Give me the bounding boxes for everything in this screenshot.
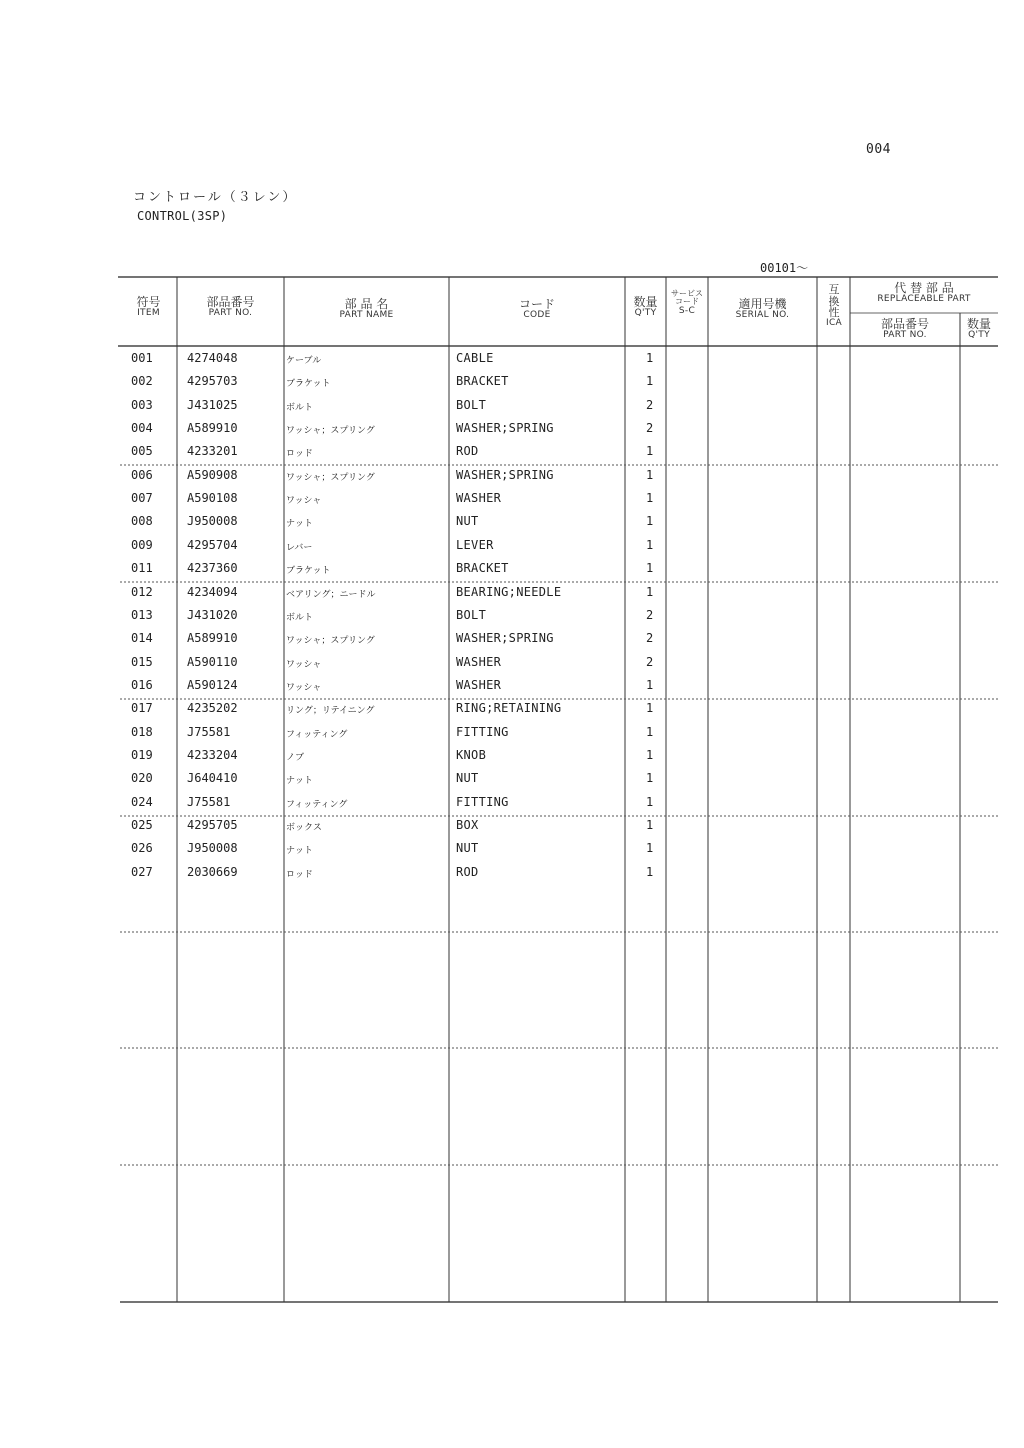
table-row [120,675,1000,698]
header-part-no-en: PART NO. [208,307,253,318]
header-rep-part-no-jp: 部品番号 [880,317,929,331]
quantity: 1 [646,537,654,552]
header-serial-no-jp: 適用号機 [738,297,787,311]
part-name: レバー [286,542,313,553]
quantity: 1 [646,491,654,506]
quantity: 1 [646,677,654,692]
header-item-jp: 符号 [136,295,161,309]
part-code: WASHER [456,677,502,692]
part-name: ワッシャ；スプリング [286,426,375,437]
item-number: 004 [131,421,153,436]
table-row [120,792,1000,815]
part-code: NUT [456,841,479,856]
part-code: NUT [456,514,479,529]
quantity: 1 [646,444,654,459]
item-number: 011 [131,561,153,576]
part-name: フィッティング [286,729,348,740]
item-number: 006 [131,467,153,482]
part-code: CABLE [456,351,494,365]
quantity: 1 [646,724,654,739]
part-number: 4295704 [187,537,238,552]
table-row [120,838,1000,861]
table-row [120,815,1000,838]
header-rep-part-no-en: PART NO. [883,329,927,340]
serial-start-label: 00101～ [760,261,809,275]
table-row [120,722,1000,745]
part-code: ROD [456,444,479,459]
quantity: 2 [646,397,654,412]
part-number: 4235202 [187,701,238,716]
header-part-no-jp: 部品番号 [206,295,255,309]
part-name: ブラケット [286,566,331,577]
part-name: ケーブル [286,356,322,366]
part-name: リング；リテイニング [286,706,375,717]
item-number: 019 [131,747,153,762]
header-qty-jp: 数量 [633,295,658,309]
part-number: 4237360 [187,561,238,576]
part-number: 2030669 [187,864,238,879]
part-code: FITTING [456,794,509,809]
part-name: ナット [286,776,313,787]
quantity: 1 [646,561,654,576]
part-code: BEARING;NEEDLE [456,584,562,599]
table-row [120,348,1000,371]
item-number: 003 [131,397,153,412]
item-number: 025 [131,818,153,832]
part-name: ワッシャ；スプリング [286,636,375,647]
item-number: 015 [131,654,153,669]
table-row [120,465,1000,488]
part-name: ナット [286,846,313,857]
part-name: ワッシャ [286,682,322,693]
page-title-english: CONTROL(3SP) [137,209,228,223]
part-code: BRACKET [456,561,509,576]
part-code: WASHER [456,491,502,506]
quantity: 1 [646,794,654,809]
part-number: 4234094 [187,584,238,599]
table-row [120,628,1000,651]
part-number: 4233201 [187,444,238,459]
header-replaceable-jp: 代 替 部 品 [894,281,954,295]
part-number: A590110 [187,654,238,669]
part-number: A590124 [187,677,238,692]
part-name: ナット [286,519,313,530]
part-name: フィッティング [286,799,348,810]
quantity: 1 [646,584,654,599]
header-replaceable-part [850,282,998,304]
part-name: ボルト [286,612,314,623]
part-number: A589910 [187,631,238,646]
part-name: ワッシャ [286,659,322,670]
header-ica-en: ICA [826,317,842,328]
table-row [120,558,1000,581]
table-row [120,768,1000,791]
table-row [120,371,1000,394]
header-item [120,296,177,318]
table-row [120,582,1000,605]
quantity: 1 [646,374,654,389]
item-number: 026 [131,841,153,856]
part-code: BOLT [456,607,487,622]
part-name: ワッシャ [286,496,322,507]
part-number: J640410 [187,771,238,786]
quantity: 1 [646,771,654,786]
part-number: 4295705 [187,818,238,832]
header-ica-jp: 互換性 [828,283,840,320]
quantity: 1 [646,701,654,716]
part-number: J431020 [187,607,238,622]
table-row [120,652,1000,675]
header-service-code [668,290,706,316]
part-code: ROD [456,864,479,879]
part-number: A590108 [187,491,238,506]
part-code: WASHER [456,654,502,669]
header-part-name-jp: 部 品 名 [344,297,389,311]
quantity: 2 [646,607,654,622]
part-code: WASHER;SPRING [456,631,554,646]
header-serial-no-en: SERIAL NO. [735,309,790,320]
part-code: BOX [456,818,479,832]
item-number: 007 [131,491,153,506]
part-name: ボックス [286,823,322,833]
header-code [449,298,625,320]
header-service-code-en: S-C [678,305,696,316]
header-rep-qty-en: Q'TY [968,329,990,340]
table-row [120,395,1000,418]
part-number: J431025 [187,397,238,412]
part-number: A590908 [187,467,238,482]
header-ica [819,284,849,328]
header-replaceable-en: REPLACEABLE PART [877,293,971,304]
part-number: A589910 [187,421,238,436]
part-code: FITTING [456,724,509,739]
part-code: LEVER [456,537,494,552]
quantity: 1 [646,351,654,365]
item-number: 009 [131,537,153,552]
page-number: 004 [866,142,891,157]
table-row [120,862,1000,885]
part-code: NUT [456,771,479,786]
part-number: 4233204 [187,747,238,762]
item-number: 012 [131,584,153,599]
part-name: ワッシャ；スプリング [286,472,375,483]
header-qty [625,296,666,318]
part-code: RING;RETAINING [456,701,562,716]
quantity: 1 [646,818,654,832]
table-row [120,535,1000,558]
header-code-en: CODE [523,309,551,320]
header-part-no [177,296,284,318]
quantity: 1 [646,747,654,762]
quantity: 1 [646,514,654,529]
quantity: 1 [646,467,654,482]
part-code: WASHER;SPRING [456,467,554,482]
item-number: 002 [131,374,153,389]
part-number: 4295703 [187,374,238,389]
part-number: 4274048 [187,351,238,365]
item-number: 024 [131,794,153,809]
item-number: 020 [131,771,153,786]
page-title-japanese: コントロール（３レン） [133,190,298,205]
header-item-en: ITEM [137,307,160,318]
table-row [120,605,1000,628]
part-code: KNOB [456,747,487,762]
header-code-jp: コード [518,297,555,311]
item-number: 018 [131,724,153,739]
part-name: ブラケット [286,379,331,390]
header-part-name [284,298,449,320]
item-number: 001 [131,351,153,365]
part-code: WASHER;SPRING [456,421,554,436]
table-row [120,441,1000,464]
item-number: 017 [131,701,153,716]
item-number: 013 [131,607,153,622]
quantity: 1 [646,841,654,856]
item-number: 016 [131,677,153,692]
header-part-name-en: PART NAME [339,309,394,320]
part-name: ロッド [286,449,313,460]
table-row [120,745,1000,768]
table-row [120,698,1000,721]
item-number: 027 [131,864,153,879]
part-name: ノブ [286,752,305,763]
header-serial-no [708,298,817,320]
quantity: 2 [646,421,654,436]
part-number: J75581 [187,794,231,809]
part-number: J950008 [187,841,238,856]
quantity: 1 [646,864,654,879]
header-rep-qty-jp: 数量 [966,317,991,331]
table-row [120,418,1000,441]
header-replaceable-part-no [850,318,960,340]
quantity: 2 [646,631,654,646]
item-number: 005 [131,444,153,459]
part-number: J950008 [187,514,238,529]
table-row [120,488,1000,511]
header-replaceable-qty [960,318,998,340]
table-row [120,511,1000,534]
part-name: ベアリング；ニードル [286,589,376,600]
header-qty-en: Q'TY [634,307,657,318]
header-service-code-jp: サービスコード [671,289,703,307]
part-code: BRACKET [456,374,509,389]
part-name: ボルト [286,402,314,413]
part-number: J75581 [187,724,231,739]
item-number: 014 [131,631,153,646]
item-number: 008 [131,514,153,529]
quantity: 2 [646,654,654,669]
part-code: BOLT [456,397,487,412]
part-name: ロッド [286,869,313,880]
